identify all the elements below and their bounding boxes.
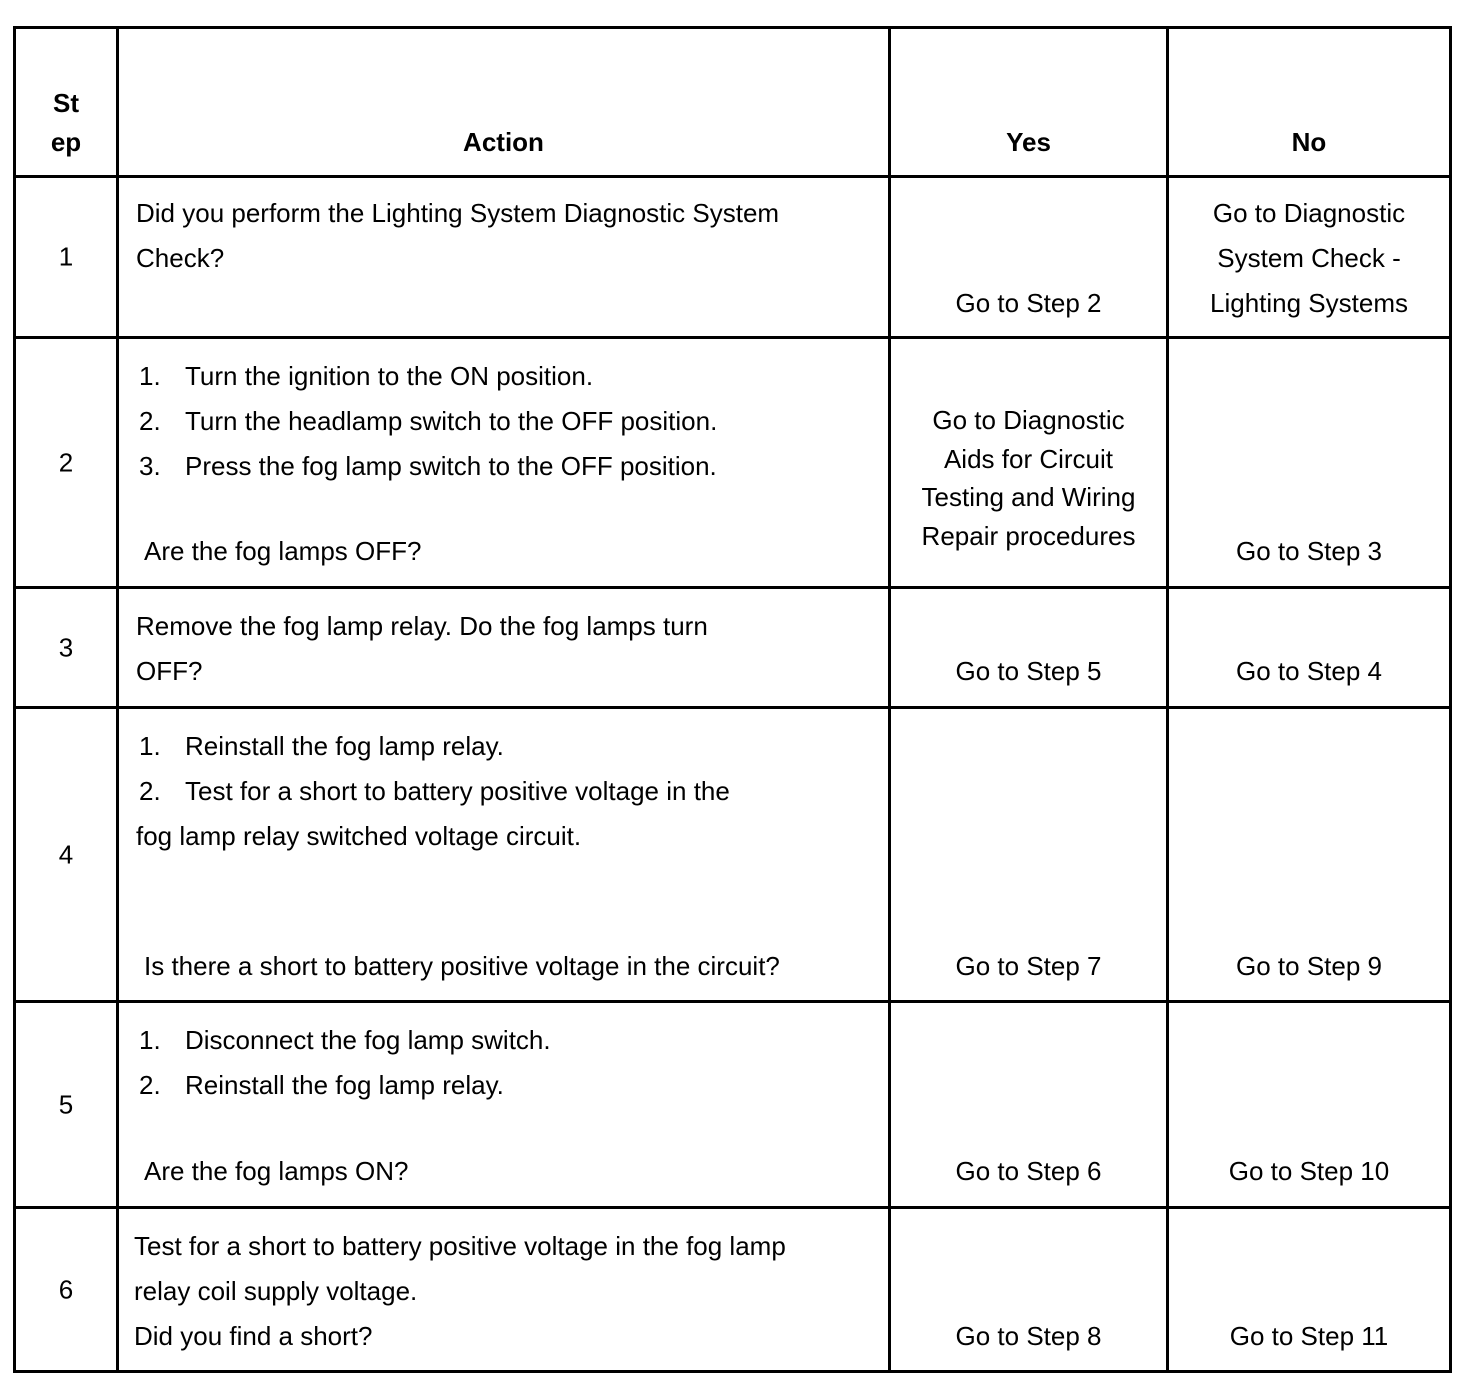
no-cell [1168, 177, 1451, 338]
list-text: Disconnect the fog lamp switch. [185, 1025, 551, 1055]
no-cell [1168, 1002, 1451, 1208]
table-row [15, 588, 1451, 708]
header-row [15, 28, 1451, 177]
step-number: 2 [58, 447, 74, 477]
list-number: 1. [139, 731, 161, 761]
diagnostic-table [13, 26, 1452, 1373]
list-number: 2. [139, 406, 161, 436]
action-list-item [139, 769, 730, 814]
step-cell [15, 588, 118, 708]
step-number: 4 [58, 839, 74, 869]
yes-result: Go to Step 8 [955, 1321, 1102, 1351]
no-result: Go to Step 11 [1229, 1321, 1389, 1351]
action-cell [118, 588, 890, 708]
yes-cell [890, 177, 1168, 338]
yes-result: Go to Step 7 [955, 951, 1102, 981]
list-number: 2. [139, 776, 161, 806]
yes-result: Go to Step 6 [955, 1156, 1102, 1186]
action-question: Is there a short to battery positive voltage in the circuit? [144, 951, 780, 981]
action-list-item [139, 1063, 551, 1108]
yes-result-line: Testing and Wiring [921, 482, 1136, 512]
no-result: Go to Step 4 [1236, 656, 1382, 686]
action-line: Check? [136, 243, 225, 273]
no-result-line: System Check - [1217, 243, 1401, 273]
list-text: Press the fog lamp switch to the OFF position. [185, 451, 717, 481]
action-line: Test for a short to battery positive voltage in the fog lamp [134, 1231, 786, 1261]
action-cell [118, 708, 890, 1002]
yes-cell [890, 588, 1168, 708]
header-action [118, 28, 890, 177]
table-row [15, 177, 1451, 338]
action-line: Did you perform the Lighting System Diagnostic System [136, 198, 780, 228]
action-list-item [139, 444, 717, 489]
list-number: 2. [139, 1070, 161, 1100]
header-step [15, 28, 118, 177]
list-text: Turn the headlamp switch to the OFF position. [185, 406, 718, 436]
step-number: 6 [58, 1274, 74, 1304]
step-number: 5 [58, 1089, 74, 1119]
no-result: Go to Step 9 [1236, 951, 1382, 981]
yes-result: Go to Step 2 [955, 288, 1102, 318]
no-result-line: Go to Diagnostic [1212, 198, 1406, 228]
yes-result-line: Aids for Circuit [943, 443, 1114, 474]
table-row [15, 1002, 1451, 1208]
action-continuation: fog lamp relay switched voltage circuit. [136, 821, 582, 851]
no-cell [1168, 338, 1451, 588]
header-action-label: Action [463, 127, 544, 157]
yes-result: Go to Step 5 [955, 656, 1102, 686]
step-number: 1 [58, 241, 74, 272]
action-question: Are the fog lamps ON? [144, 1156, 409, 1186]
header-step-line2: ep [50, 127, 82, 157]
no-result-line: Lighting Systems [1210, 288, 1408, 318]
no-cell [1168, 708, 1451, 1002]
header-step-line1: St [53, 88, 79, 118]
step-number: 3 [58, 632, 74, 662]
yes-cell [890, 1002, 1168, 1208]
list-text: Reinstall the fog lamp relay. [185, 1070, 504, 1100]
action-cell [118, 1208, 890, 1372]
action-cell [118, 338, 890, 588]
no-cell [1168, 588, 1451, 708]
action-line: Did you find a short? [134, 1321, 373, 1351]
step-cell [15, 338, 118, 588]
list-text: Turn the ignition to the ON position. [185, 361, 594, 391]
header-no-label: No [1291, 127, 1327, 157]
action-list-item [139, 724, 730, 769]
yes-result-line: Repair procedures [921, 520, 1136, 551]
action-line: Remove the fog lamp relay. Do the fog lamps turn [136, 611, 708, 641]
action-list-item [139, 354, 717, 399]
action-cell [118, 177, 890, 338]
header-yes-label: Yes [1006, 127, 1051, 157]
action-list-item [139, 1018, 551, 1063]
no-result: Go to Step 10 [1228, 1156, 1390, 1186]
list-number: 1. [139, 361, 161, 391]
no-cell [1168, 1208, 1451, 1372]
action-cell [118, 1002, 890, 1208]
table-row [15, 708, 1451, 1002]
step-cell [15, 177, 118, 338]
action-list-item [139, 399, 717, 444]
step-cell [15, 708, 118, 1002]
list-number: 3. [139, 451, 161, 481]
list-number: 1. [139, 1025, 161, 1055]
list-text: Reinstall the fog lamp relay. [185, 731, 504, 761]
step-cell [15, 1208, 118, 1372]
list-text: Test for a short to battery positive voltage in the [185, 776, 730, 806]
yes-result-line: Go to Diagnostic [932, 405, 1125, 435]
action-line: OFF? [136, 656, 203, 686]
step-cell [15, 1002, 118, 1208]
header-no [1168, 28, 1451, 177]
table-row [15, 338, 1451, 588]
yes-cell [890, 1208, 1168, 1372]
yes-cell [890, 338, 1168, 588]
yes-cell [890, 708, 1168, 1002]
table-row [15, 1208, 1451, 1372]
action-question: Are the fog lamps OFF? [144, 536, 422, 566]
no-result: Go to Step 3 [1236, 536, 1382, 566]
action-line: relay coil supply voltage. [134, 1276, 418, 1306]
header-yes [890, 28, 1168, 177]
